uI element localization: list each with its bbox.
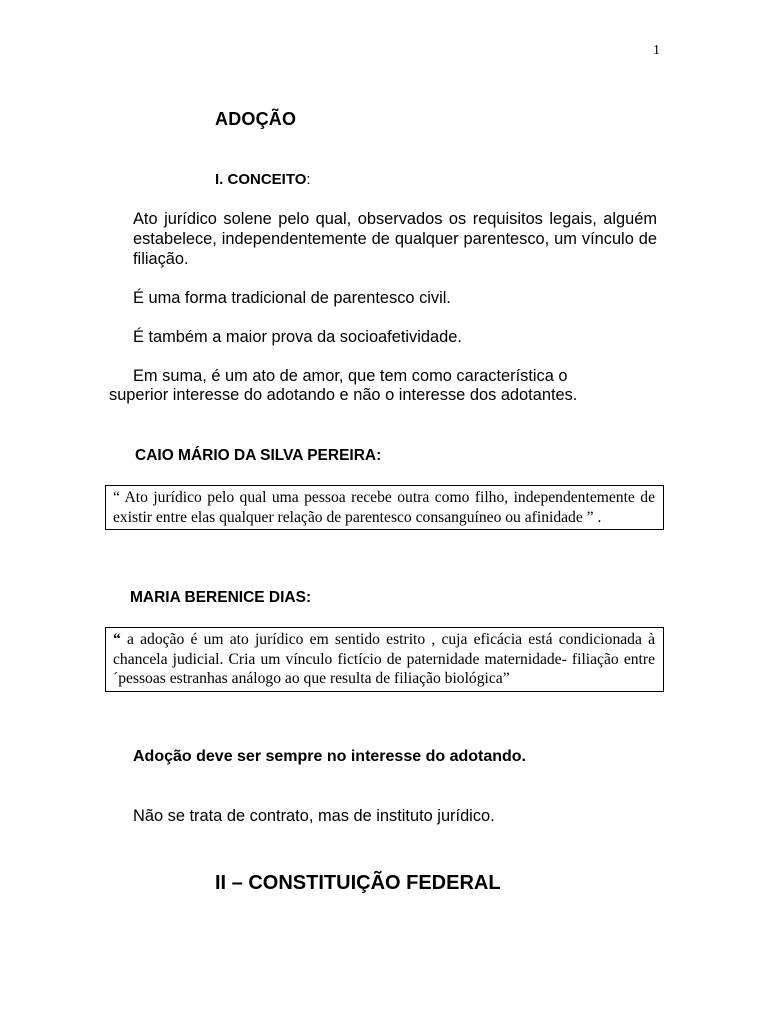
quote-box-caio-mario [105, 485, 664, 530]
author-caio-mario: CAIO MÁRIO DA SILVA PEREIRA: [135, 447, 382, 464]
paragraph-summary-line1: Em suma, é um ato de amor, que tem como característica o [133, 367, 568, 385]
quote-text-caio-mario: “ Ato jurídico pelo qual uma pessoa recebe outra como filho, independentemente de existir entre elas qualquer relação de parentesco consanguíneo ou afinidade ” . [113, 489, 655, 526]
author-maria-berenice: MARIA BERENICE DIAS: [130, 589, 312, 606]
section-heading-concept [215, 171, 311, 188]
statement-interest: Adoção deve ser sempre no interesse do adotando. [133, 748, 526, 765]
paragraph-civil-kinship: É uma forma tradicional de parentesco civil. [133, 289, 451, 307]
paragraph-summary-line2: superior interesse do adotando e não o interesse dos adotantes. [109, 386, 578, 404]
document-title: ADOÇÃO [215, 109, 297, 129]
paragraph-socioaffectivity: É também a maior prova da socioafetividade. [133, 328, 462, 346]
paragraph-definition: Ato jurídico solene pelo qual, observados os requisitos legais, alguém estabelece, independentemente de qualquer parentesco, um vínculo de filiação. [133, 210, 657, 268]
quote-text-maria-berenice: a adoção é um ato jurídico em sentido estrito , cuja eficácia está condicionada à chancela judicial. Cria um vínculo fictício de paternidade maternidade- filiação entre ´pessoas estranhas análogo ao que resulta de filiação biológica” [113, 631, 655, 687]
quote-open-mark: “ [113, 631, 121, 648]
statement-not-contract: Não se trata de contrato, mas de instituto jurídico. [133, 807, 495, 825]
section-heading-colon: : [306, 171, 311, 188]
quote-box-maria-berenice [105, 627, 664, 692]
page-number: 1 [653, 43, 660, 58]
section-heading-constitution: II – CONSTITUIÇÃO FEDERAL [215, 872, 501, 894]
section-heading-label: I. CONCEITO [215, 171, 307, 188]
